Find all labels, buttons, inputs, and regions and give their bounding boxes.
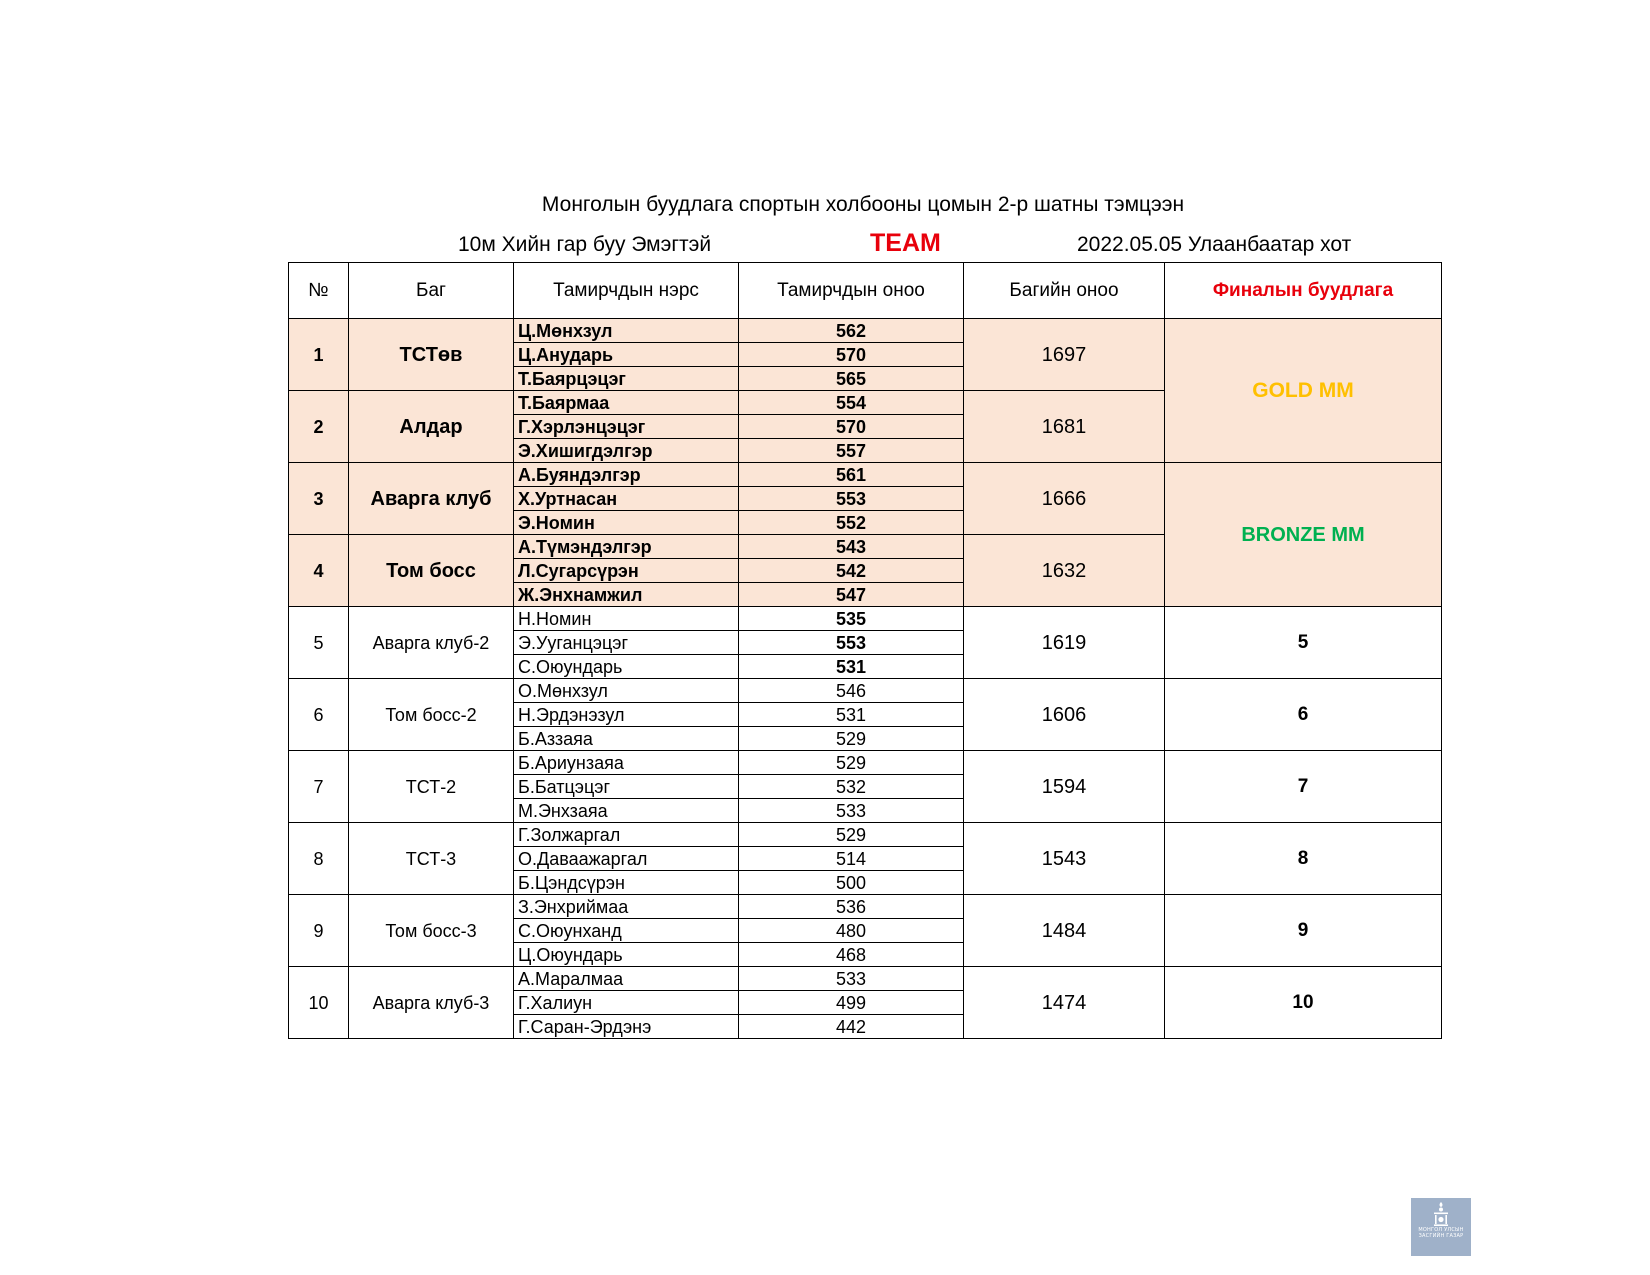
- athlete-score: 542: [739, 559, 964, 583]
- team-name: Аварга клуб-3: [349, 967, 514, 1039]
- athlete-name: З.Энхриймаа: [514, 895, 739, 919]
- government-emblem: [1411, 1198, 1471, 1256]
- table-row: [289, 679, 1442, 703]
- col-team: Баг: [349, 263, 514, 319]
- team-name: Том босс: [349, 535, 514, 607]
- team-name: ТСТөв: [349, 319, 514, 391]
- athlete-score: 536: [739, 895, 964, 919]
- team-name: ТСТ-3: [349, 823, 514, 895]
- event-type-label: TEAM: [870, 229, 941, 257]
- team-rank: 10: [289, 967, 349, 1039]
- table-row: [289, 967, 1442, 991]
- athlete-score: 546: [739, 679, 964, 703]
- athlete-name: Б.Батцэцэг: [514, 775, 739, 799]
- team-name: Аварга клуб-2: [349, 607, 514, 679]
- team-rank: 2: [289, 391, 349, 463]
- team-rank: 7: [289, 751, 349, 823]
- athlete-name: Н.Номин: [514, 607, 739, 631]
- team-rank: 4: [289, 535, 349, 607]
- team-score: 1474: [964, 967, 1165, 1039]
- team-rank: 6: [289, 679, 349, 751]
- athlete-score: 531: [739, 655, 964, 679]
- athlete-score: 552: [739, 511, 964, 535]
- date-place-label: 2022.05.05 Улаанбаатар хот: [1077, 233, 1352, 256]
- athlete-score: 557: [739, 439, 964, 463]
- athlete-name: Г.Саран-Эрдэнэ: [514, 1015, 739, 1039]
- team-score: 1543: [964, 823, 1165, 895]
- athlete-name: Б.Ариунзаяа: [514, 751, 739, 775]
- col-athlete-name: Тамирчдын нэрс: [514, 263, 739, 319]
- athlete-name: А.Түмэндэлгэр: [514, 535, 739, 559]
- athlete-score: 535: [739, 607, 964, 631]
- athlete-score: 565: [739, 367, 964, 391]
- athlete-score: 554: [739, 391, 964, 415]
- table-row: [289, 895, 1442, 919]
- header-row: [289, 263, 1442, 319]
- emblem-line1: МОНГОЛ УЛСЫН: [1418, 1227, 1464, 1233]
- athlete-name: Х.Уртнасан: [514, 487, 739, 511]
- athlete-name: А.Буяндэлгэр: [514, 463, 739, 487]
- athlete-name: Ж.Энхнамжил: [514, 583, 739, 607]
- athlete-name: Б.Цэндсүрэн: [514, 871, 739, 895]
- team-rank: 5: [289, 607, 349, 679]
- gold-medal-cell: GOLD MM: [1165, 319, 1442, 463]
- athlete-score: 547: [739, 583, 964, 607]
- athlete-name: Г.Золжаргал: [514, 823, 739, 847]
- athlete-name: О.Даваажаргал: [514, 847, 739, 871]
- athlete-name: Л.Сугарсүрэн: [514, 559, 739, 583]
- athlete-score: 533: [739, 967, 964, 991]
- athlete-score: 480: [739, 919, 964, 943]
- athlete-score: 529: [739, 751, 964, 775]
- athlete-score: 531: [739, 703, 964, 727]
- col-no: №: [289, 263, 349, 319]
- athlete-name: Г.Хэрлэнцэцэг: [514, 415, 739, 439]
- emblem-line2: ЗАСГИЙН ГАЗАР: [1418, 1233, 1464, 1239]
- athlete-score: 529: [739, 727, 964, 751]
- final-place: 5: [1165, 607, 1442, 679]
- team-score: 1606: [964, 679, 1165, 751]
- table-row: [289, 751, 1442, 775]
- athlete-score: 543: [739, 535, 964, 559]
- table-row: [289, 823, 1442, 847]
- athlete-name: Э.Ууганцэцэг: [514, 631, 739, 655]
- team-name: Аварга клуб: [349, 463, 514, 535]
- athlete-name: Э.Хишигдэлгэр: [514, 439, 739, 463]
- athlete-score: 533: [739, 799, 964, 823]
- final-place: 6: [1165, 679, 1442, 751]
- athlete-score: 561: [739, 463, 964, 487]
- athlete-name: Ц.Оюундарь: [514, 943, 739, 967]
- athlete-name: Г.Халиун: [514, 991, 739, 1015]
- athlete-score: 553: [739, 631, 964, 655]
- athlete-name: Э.Номин: [514, 511, 739, 535]
- team-name: Том босс-3: [349, 895, 514, 967]
- athlete-name: А.Маралмаа: [514, 967, 739, 991]
- team-score: 1681: [964, 391, 1165, 463]
- athlete-score: 553: [739, 487, 964, 511]
- team-name: Алдар: [349, 391, 514, 463]
- final-place: 7: [1165, 751, 1442, 823]
- athlete-score: 570: [739, 415, 964, 439]
- team-rank: 9: [289, 895, 349, 967]
- bronze-medal-cell: BRONZE MM: [1165, 463, 1442, 607]
- team-name: ТСТ-2: [349, 751, 514, 823]
- athlete-name: Т.Баярцэцэг: [514, 367, 739, 391]
- final-place: 10: [1165, 967, 1442, 1039]
- col-final: Финалын буудлага: [1165, 263, 1442, 319]
- col-team-score: Багийн оноо: [964, 263, 1165, 319]
- athlete-name: Ц.Мөнхзул: [514, 319, 739, 343]
- athlete-name: Н.Эрдэнэзул: [514, 703, 739, 727]
- team-score: 1666: [964, 463, 1165, 535]
- athlete-score: 499: [739, 991, 964, 1015]
- final-place: 9: [1165, 895, 1442, 967]
- table-row: [289, 607, 1442, 631]
- athlete-score: 529: [739, 823, 964, 847]
- team-rank: 8: [289, 823, 349, 895]
- table-row: [289, 463, 1442, 487]
- athlete-name: С.Оюундарь: [514, 655, 739, 679]
- team-rank: 1: [289, 319, 349, 391]
- athlete-name: Ц.Анударь: [514, 343, 739, 367]
- athlete-name: Т.Баярмаа: [514, 391, 739, 415]
- team-score: 1619: [964, 607, 1165, 679]
- athlete-score: 468: [739, 943, 964, 967]
- athlete-score: 514: [739, 847, 964, 871]
- results-body: [289, 319, 1442, 1039]
- athlete-score: 442: [739, 1015, 964, 1039]
- table-row: [289, 319, 1442, 343]
- team-score: 1484: [964, 895, 1165, 967]
- results-table: [288, 262, 1442, 1039]
- team-score: 1594: [964, 751, 1165, 823]
- athlete-name: М.Энхзаяа: [514, 799, 739, 823]
- col-athlete-score: Тамирчдын оноо: [739, 263, 964, 319]
- team-score: 1632: [964, 535, 1165, 607]
- athlete-score: 532: [739, 775, 964, 799]
- athlete-name: С.Оюунханд: [514, 919, 739, 943]
- team-rank: 3: [289, 463, 349, 535]
- athlete-score: 562: [739, 319, 964, 343]
- soyombo-icon: [1430, 1201, 1452, 1227]
- athlete-name: О.Мөнхзул: [514, 679, 739, 703]
- athlete-name: Б.Аззаяа: [514, 727, 739, 751]
- athlete-score: 500: [739, 871, 964, 895]
- discipline-label: 10м Хийн гар буу Эмэгтэй: [458, 233, 712, 256]
- team-name: Том босс-2: [349, 679, 514, 751]
- document-title: Монголын буудлага спортын холбооны цомын 2-р шатны тэмцээн: [541, 193, 1185, 216]
- final-place: 8: [1165, 823, 1442, 895]
- team-score: 1697: [964, 319, 1165, 391]
- athlete-score: 570: [739, 343, 964, 367]
